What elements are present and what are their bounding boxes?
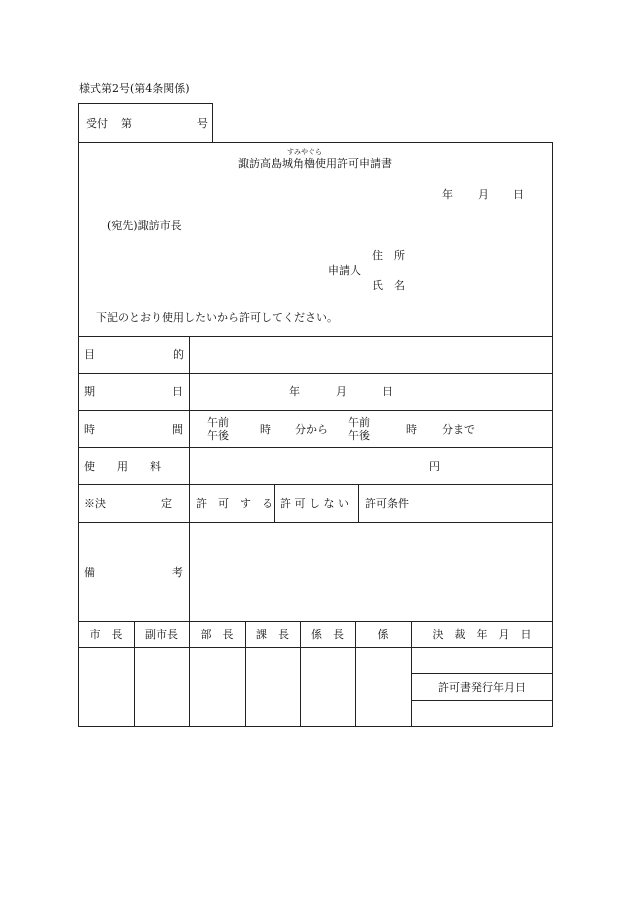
fee-label: 使 用 料 bbox=[84, 460, 161, 473]
divider bbox=[78, 447, 553, 448]
applicant-label: 申請人 bbox=[328, 264, 361, 277]
time-am-2: 午前 bbox=[348, 416, 370, 429]
approval-section-chief: 課 長 bbox=[256, 628, 289, 641]
approval-staff: 係 bbox=[377, 628, 389, 641]
divider bbox=[78, 647, 553, 648]
time-pm-1: 午後 bbox=[207, 429, 229, 442]
receipt-go: 号 bbox=[197, 117, 208, 130]
title-ruby: すみやぐら bbox=[287, 148, 322, 156]
divider bbox=[358, 484, 359, 522]
request-sentence: 下記のとおり使用したいから許可してください。 bbox=[96, 311, 338, 324]
approval-subsection-chief: 係 長 bbox=[311, 628, 344, 641]
decision-permit: 許 可 す る bbox=[196, 497, 273, 510]
period-month: 月 bbox=[336, 385, 347, 398]
divider bbox=[411, 700, 553, 701]
divider bbox=[274, 484, 275, 522]
time-from: 分から bbox=[295, 423, 328, 436]
address-label: 住 所 bbox=[372, 249, 405, 262]
fee-unit: 円 bbox=[429, 460, 440, 473]
approval-vice-mayor: 副市長 bbox=[145, 628, 178, 641]
remarks-label: 備 考 bbox=[84, 566, 183, 579]
addressee: (宛先)諏訪市長 bbox=[107, 219, 182, 232]
divider bbox=[78, 410, 553, 411]
receipt-dai: 第 bbox=[121, 117, 132, 130]
time-until: 分まで bbox=[442, 423, 475, 436]
divider bbox=[411, 673, 553, 674]
approval-director: 部 長 bbox=[200, 628, 234, 641]
date-year: 年 bbox=[442, 188, 453, 201]
period-label: 期 日 bbox=[84, 385, 183, 398]
period-year: 年 bbox=[289, 385, 300, 398]
page-title: 諏訪高島城角櫓使用許可申請書 bbox=[238, 157, 392, 170]
time-hour-1: 時 bbox=[260, 423, 271, 436]
form-number: 様式第2号(第4条関係) bbox=[79, 82, 190, 95]
permit-issue-date: 許可書発行年月日 bbox=[438, 681, 526, 694]
approval-decision-date: 決 裁 年 月 日 bbox=[432, 628, 532, 641]
receipt-label: 受付 bbox=[86, 117, 108, 130]
decision-not-permit: 許 可 し な い bbox=[280, 497, 349, 510]
divider bbox=[78, 336, 553, 337]
divider bbox=[189, 336, 190, 622]
name-label: 氏 名 bbox=[372, 279, 405, 292]
decision-label: ※決 定 bbox=[84, 497, 172, 510]
divider bbox=[78, 522, 553, 523]
divider bbox=[78, 484, 553, 485]
approval-mayor: 市 長 bbox=[89, 628, 123, 641]
period-day: 日 bbox=[382, 385, 393, 398]
date-day: 日 bbox=[513, 188, 524, 201]
purpose-label: 目 的 bbox=[84, 348, 184, 361]
time-am-1: 午前 bbox=[207, 416, 229, 429]
time-hour-2: 時 bbox=[406, 423, 417, 436]
time-label: 時 間 bbox=[84, 423, 183, 436]
time-pm-2: 午後 bbox=[348, 429, 370, 442]
decision-conditions: 許可条件 bbox=[365, 497, 409, 510]
date-month: 月 bbox=[478, 188, 489, 201]
divider bbox=[78, 621, 553, 622]
divider bbox=[78, 373, 553, 374]
